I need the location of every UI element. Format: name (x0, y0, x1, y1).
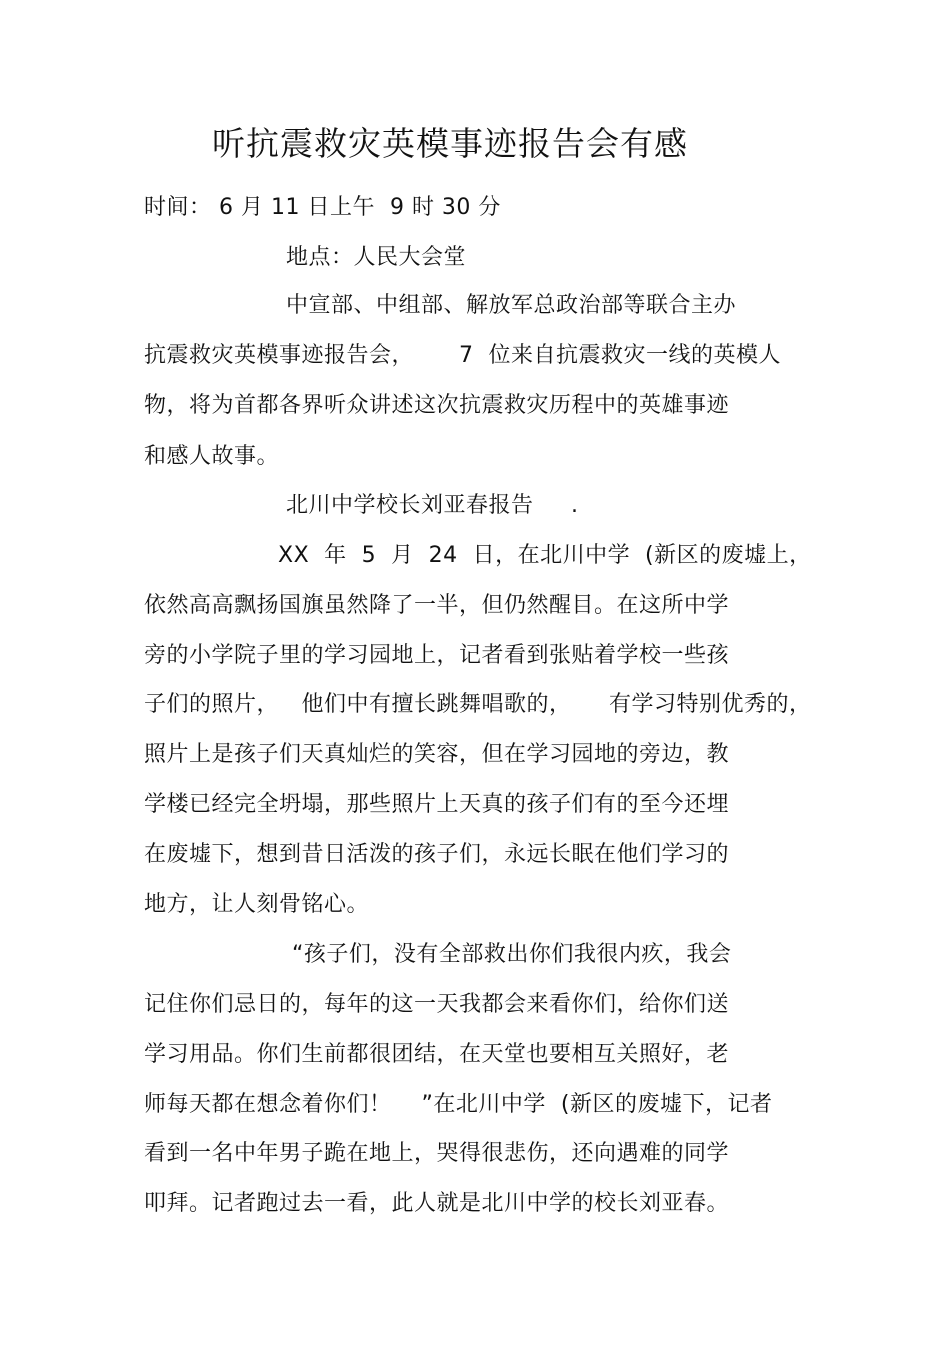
text-line: 照片上是孩子们天真灿烂的笑容，但在学习园地的旁边，教 (144, 742, 730, 767)
text-line: XX 年 5 月 24 日，在北川中学 (新区的废墟上， (278, 543, 812, 568)
text-line: 记住你们忌日的，每年的这一天我都会来看你们，给你们送 (144, 992, 730, 1017)
text-line: 地方，让人刻骨铭心。 (144, 892, 370, 917)
text-line-location: 地点：人民大会堂 (286, 245, 467, 270)
text-line: 学楼已经完全坍塌，那些照片上天真的孩子们有的至今还埋 (144, 792, 730, 817)
text-line: 旁的小学院子里的学习园地上，记者看到张贴着学校一些孩 (144, 643, 730, 668)
text-line: 学习用品。你们生前都很团结，在天堂也要相互关照好，老 (144, 1042, 730, 1067)
text-line: 中宣部、中组部、解放军总政治部等联合主办 (286, 293, 737, 318)
text-line: 子们的照片， 他们中有擅长跳舞唱歌的， 有学习特别优秀的， (144, 692, 812, 717)
section-heading: 北川中学校长刘亚春报告 . (286, 493, 579, 518)
text-line: 依然高高飘扬国旗虽然降了一半，但仍然醒目。在这所中学 (144, 593, 730, 618)
text-line: “孩子们，没有全部救出你们我很内疚，我会 (292, 942, 732, 967)
text-line: 看到一名中年男子跪在地上，哭得很悲伤，还向遇难的同学 (144, 1141, 730, 1166)
text-line: 叩拜。记者跑过去一看，此人就是北川中学的校长刘亚春。 (144, 1191, 730, 1216)
text-line: 物，将为首都各界听众讲述这次抗震救灾历程中的英雄事迹 (144, 393, 730, 418)
document-title: 听抗震救灾英模事迹报告会有感 (212, 124, 688, 163)
text-line: 和感人故事。 (144, 444, 280, 469)
text-line-time: 时间： 6 月 11 日上午 9 时 30 分 (144, 195, 501, 220)
text-line: 在废墟下，想到昔日活泼的孩子们，永远长眠在他们学习的 (144, 842, 730, 867)
text-line: 师每天都在想念着你们！ ”在北川中学 (新区的废墟下，记者 (144, 1092, 773, 1117)
text-line: 抗震救灾英模事迹报告会， 7 位来自抗震救灾一线的英模人 (144, 343, 781, 368)
